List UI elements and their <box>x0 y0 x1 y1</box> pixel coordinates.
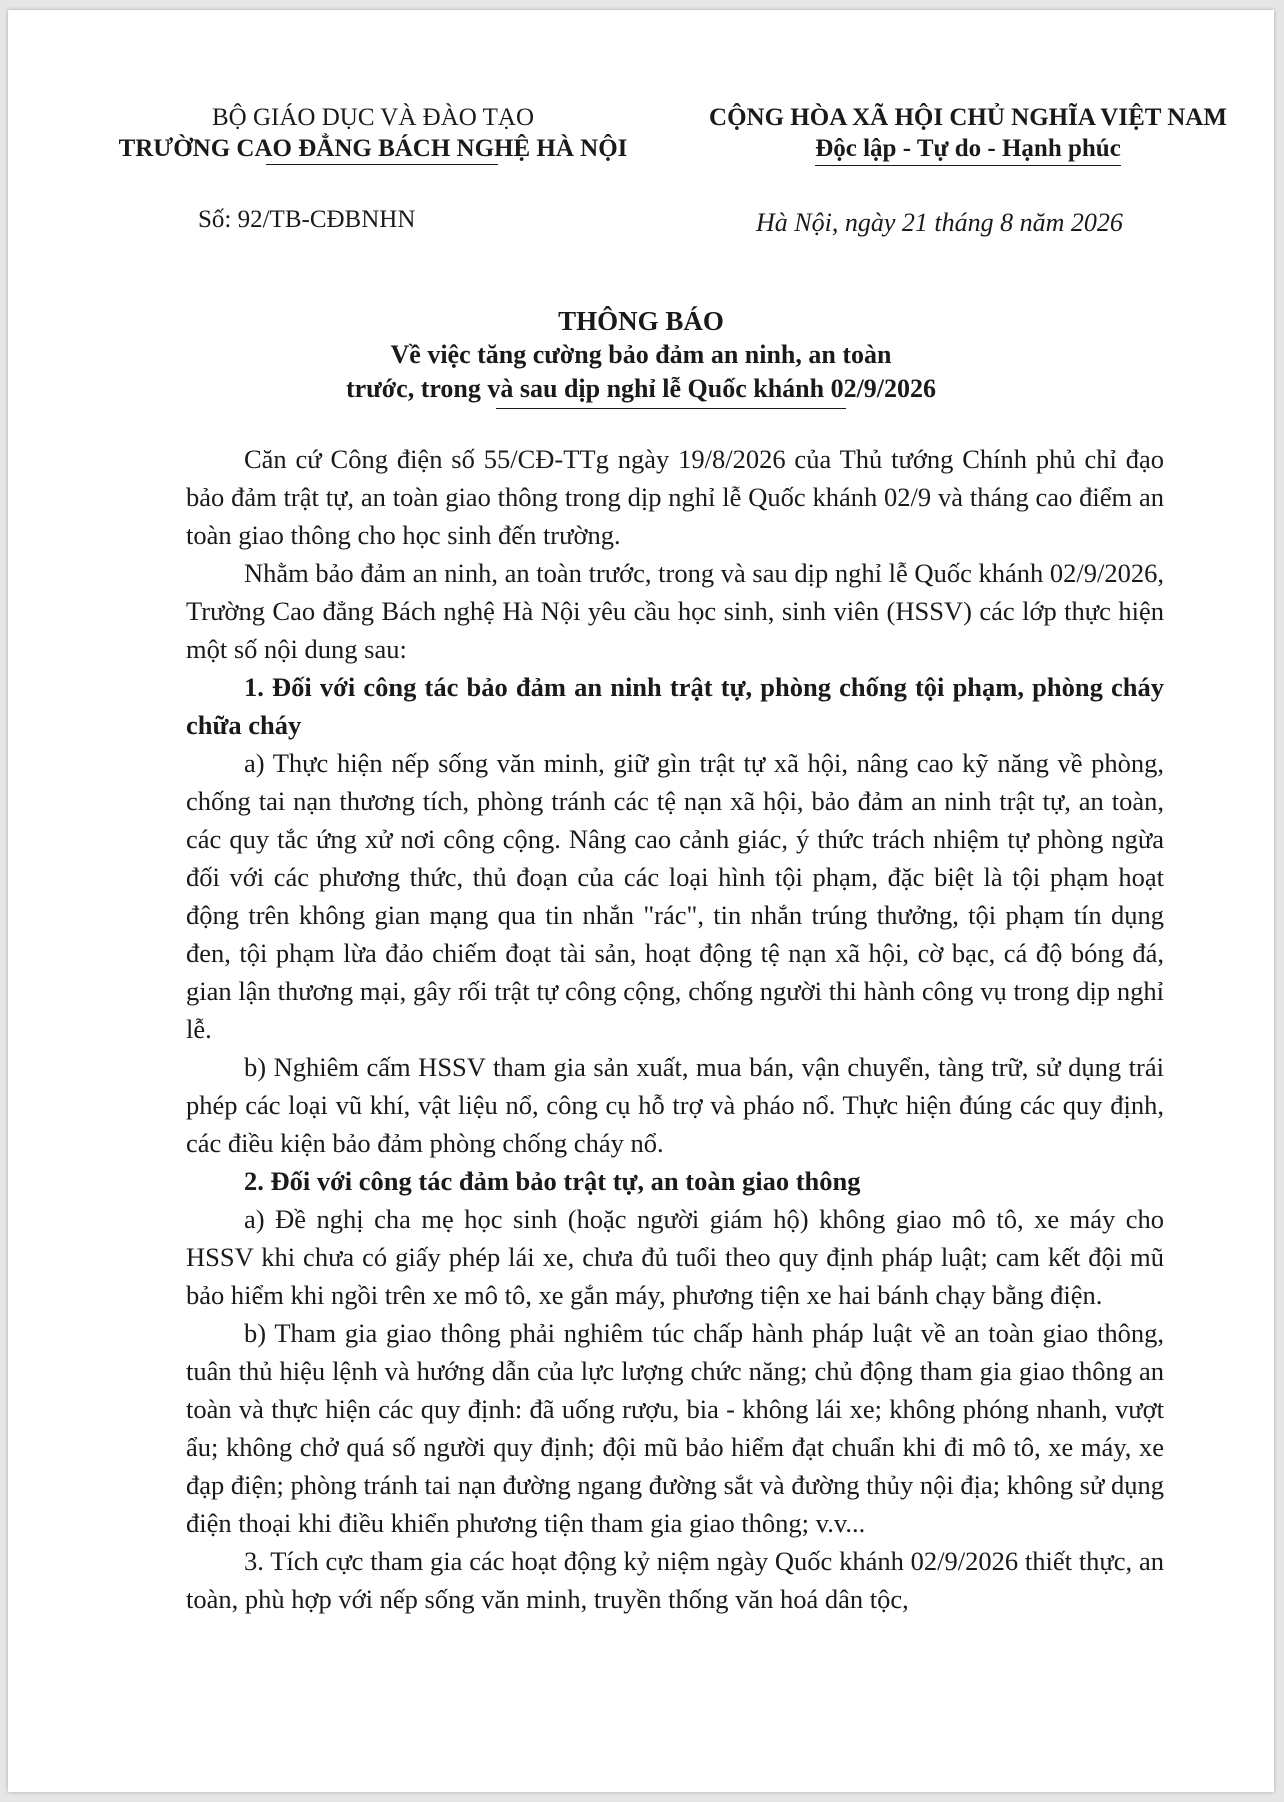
document-body <box>186 440 1164 1618</box>
issuing-agency-block <box>78 102 668 164</box>
section-2-item-b: b) Tham gia giao thông phải nghiêm túc chấp hành pháp luật về an toàn giao thông, tuân thủ hiệu lệnh và hướng dẫn của lực lượng chức năng; chủ động tham gia giao thông an toàn và thực hiện các quy định: đã uống rượu, bia - không lái xe; không phóng nhanh, vượt ẩu; không chở quá số người quy định; đội mũ bảo hiểm đạt chuẩn khi đi mô tô, xe máy, xe đạp điện; phòng tránh tai nạn đường ngang đường sắt và đường thủy nội địa; không sử dụng điện thoại khi điều khiển phương tiện tham gia giao thông; v.v... <box>186 1318 1164 1538</box>
document-date: Hà Nội, ngày 21 tháng 8 năm 2026 <box>756 208 1123 237</box>
national-motto-block <box>688 102 1248 166</box>
paragraph-purpose: Nhằm bảo đảm an ninh, an toàn trước, trong và sau dịp nghỉ lễ Quốc khánh 02/9/2026, Trường Cao đẳng Bách nghệ Hà Nội yêu cầu học sinh, sinh viên (HSSV) các lớp thực hiện một số nội dung sau: <box>186 558 1164 664</box>
school-name: TRƯỜNG CAO ĐẲNG BÁCH NGHỆ HÀ NỘI <box>118 135 628 162</box>
section-2-heading: 2. Đối với công tác đảm bảo trật tự, an toàn giao thông <box>244 1166 861 1196</box>
document-subject-line2: trước, trong và sau dịp nghỉ lễ Quốc khánh 02/9/2026 <box>345 374 937 403</box>
section-3-paragraph: 3. Tích cực tham gia các hoạt động kỷ niệm ngày Quốc khánh 02/9/2026 thiết thực, an toàn, phù hợp với nếp sống văn minh, truyền thống văn hoá dân tộc, <box>186 1546 1164 1614</box>
document-page <box>8 10 1274 1792</box>
section-1-heading: 1. Đối với công tác bảo đảm an ninh trật tự, phòng chống tội phạm, phòng cháy chữa cháy <box>186 672 1164 740</box>
paragraph-legal-basis: Căn cứ Công điện số 55/CĐ-TTg ngày 19/8/2026 của Thủ tướng Chính phủ chỉ đạo bảo đảm trật tự, an toàn giao thông trong dịp nghỉ lễ Quốc khánh 02/9 và tháng cao điểm an toàn giao thông cho học sinh đến trường. <box>186 444 1164 550</box>
section-1-item-b: b) Nghiêm cấm HSSV tham gia sản xuất, mua bán, vận chuyển, tàng trữ, sử dụng trái phép các loại vũ khí, vật liệu nổ, công cụ hỗ trợ và pháo nổ. Thực hiện đúng các quy định, các điều kiện bảo đảm phòng chống cháy nổ. <box>186 1052 1164 1158</box>
section-2-item-a: a) Đề nghị cha mẹ học sinh (hoặc người giám hộ) không giao mô tô, xe máy cho HSSV khi chưa có giấy phép lái xe, chưa đủ tuổi theo quy định pháp luật; cam kết đội mũ bảo hiểm khi ngồi trên xe mô tô, xe gắn máy, phương tiện xe hai bánh chạy bằng điện. <box>186 1204 1164 1310</box>
document-title: THÔNG BÁO <box>558 306 724 336</box>
document-title-block <box>68 304 1214 406</box>
agency-underline <box>266 164 498 165</box>
ministry-name: BỘ GIÁO DỤC VÀ ĐÀO TẠO <box>212 104 534 131</box>
title-underline <box>496 408 846 409</box>
document-number: Số: 92/TB-CĐBNHN <box>198 206 416 233</box>
country-name: CỘNG HÒA XÃ HỘI CHỦ NGHĨA VIỆT NAM <box>709 104 1227 131</box>
section-1-item-a: a) Thực hiện nếp sống văn minh, giữ gìn trật tự xã hội, nâng cao kỹ năng về phòng, chống tai nạn thương tích, phòng tránh các tệ nạn xã hội, bảo đảm an ninh trật tự, an toàn, các quy tắc ứng xử nơi công cộng. Nâng cao cảnh giác, ý thức trách nhiệm tự phòng ngừa đối với các phương thức, thủ đoạn của các loại hình tội phạm, đặc biệt là tội phạm hoạt động trên không gian mạng qua tin nhắn "rác", tin nhắn trúng thưởng, tội phạm tín dụng đen, tội phạm lừa đảo chiếm đoạt tài sản, hoạt động tệ nạn xã hội, cờ bạc, cá độ bóng đá, gian lận thương mại, gây rối trật tự công cộng, chống người thi hành công vụ trong dịp nghỉ lễ. <box>186 748 1164 1044</box>
national-motto: Độc lập - Tự do - Hạnh phúc <box>815 133 1121 166</box>
document-subject-line1: Về việc tăng cường bảo đảm an ninh, an toàn <box>390 340 892 369</box>
